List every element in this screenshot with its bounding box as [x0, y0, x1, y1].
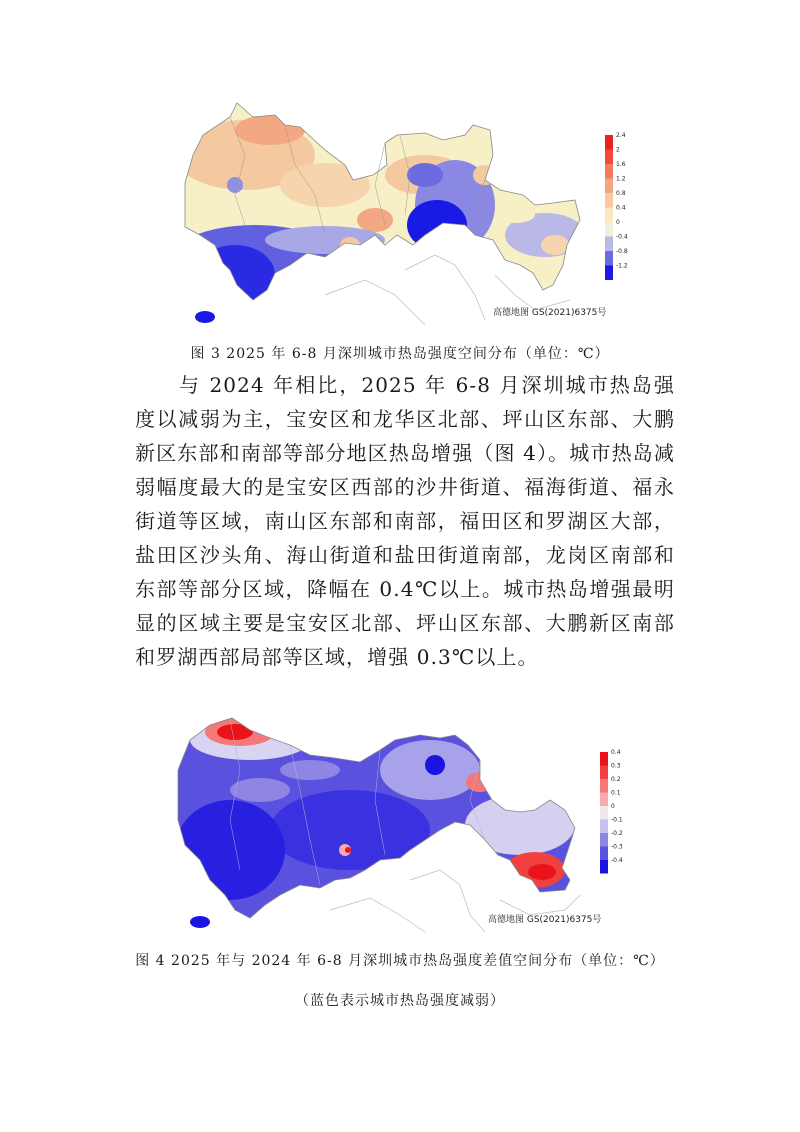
figure4-legend-tick: -0.2	[611, 830, 623, 837]
figure3-heatmap	[175, 95, 628, 327]
figure4-legend-swatch	[600, 766, 608, 780]
figure3-legend-swatch	[605, 208, 613, 223]
figure3-legend-tick: -0.8	[616, 248, 628, 255]
figure3-legend-tick: -1.2	[616, 262, 628, 270]
figure3-legend	[605, 132, 628, 280]
figure4-legend-swatch	[600, 806, 608, 820]
figure4-legend-swatch	[600, 752, 608, 766]
figure4-legend	[600, 749, 623, 874]
figure3-legend-tick: 1.6	[616, 161, 626, 168]
figure4-source: 高德地图 GS(2021)6375号	[488, 915, 602, 925]
figure3-legend-swatch	[605, 150, 613, 165]
figure4-legend-swatch	[600, 793, 608, 807]
figure4-legend-swatch	[600, 833, 608, 847]
figure3-legend-tick: 2.4	[616, 132, 626, 139]
figure3-legend-tick: -0.4	[616, 233, 628, 241]
figure4-note: （蓝色表示城市热岛强度减弱）	[295, 993, 505, 1009]
figure3-legend-tick: 0.4	[616, 204, 626, 212]
figure3-map	[175, 95, 628, 327]
figure3-legend-swatch	[605, 135, 613, 150]
figure4-caption: 图 4 2025 年与 2024 年 6-8 月深圳城市热岛强度差值空间分布（单位：℃）	[135, 953, 665, 969]
figure3-source: 高德地图 GS(2021)6375号	[493, 308, 607, 318]
figure3-legend-swatch	[605, 193, 613, 208]
paragraph-text: 与 2024 年相比，2025 年 6-8 月深圳城市热岛强度以减弱为主，宝安区和龙华区北部、坪山区东部、大鹏新区东部和南部等部分地区热岛增强（图 4）。城市热岛减弱幅度最大的是宝安区西部的沙井街道、福海街道、福永街道等区域，南山区东部和南部，福田区和罗湖区大部，盐田区沙头角、海山街道和盐田街道南部，龙岗区南部和东部等部分区域，降幅在 0.4℃以上。城市热岛增强最明显的区域主要是宝安区北部、坪山区东部、大鹏新区南部和罗湖西部局部等区域，增强 0.3℃以上。	[135, 373, 675, 669]
figure4-legend-tick: 0	[611, 803, 615, 810]
figure4-legend-swatch	[600, 860, 608, 874]
body-paragraph	[135, 368, 675, 674]
figure3-legend-tick: 0	[616, 219, 620, 226]
figure4-legend-tick: 0.3	[611, 762, 621, 770]
figure3-legend-swatch	[605, 164, 613, 179]
figure3-legend-swatch	[605, 237, 613, 252]
figure3-legend-swatch	[605, 266, 613, 281]
figure3-legend-swatch	[605, 251, 613, 266]
figure4-legend-swatch	[600, 779, 608, 793]
figure4-legend-tick: 0.1	[611, 789, 621, 797]
figure3-legend-swatch	[605, 222, 613, 237]
figure3-legend-swatch	[605, 179, 613, 194]
figure4-heatmap	[170, 710, 630, 935]
figure4-legend-tick: 0.4	[611, 749, 621, 756]
figure3-legend-tick: 0.8	[616, 190, 626, 197]
figure4-legend-tick: -0.4	[611, 857, 623, 864]
figure4-legend-tick: 0.2	[611, 776, 621, 783]
figure4-legend-swatch	[600, 820, 608, 834]
figure3-caption: 图 3 2025 年 6-8 月深圳城市热岛强度空间分布（单位：℃）	[190, 346, 610, 362]
figure4-map	[170, 710, 630, 935]
figure4-legend-tick: -0.3	[611, 843, 623, 851]
figure3-legend-tick: 1.2	[616, 175, 626, 183]
figure3-legend-tick: 2	[616, 146, 620, 154]
figure4-legend-swatch	[600, 847, 608, 861]
figure4-legend-tick: -0.1	[611, 816, 623, 824]
